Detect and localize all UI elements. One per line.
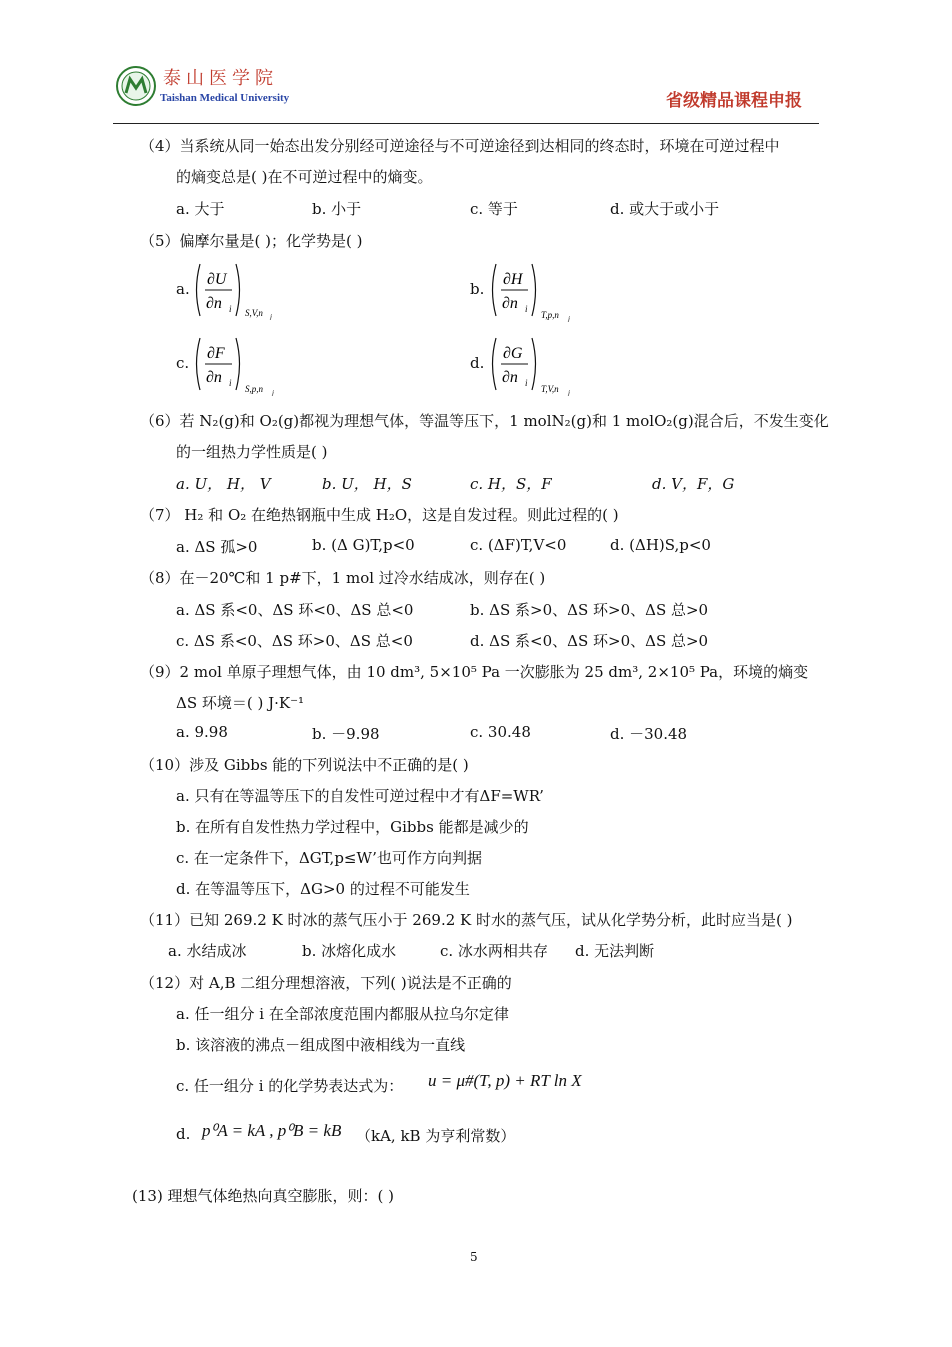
q8-option-a: a. ΔS 系<0、ΔS 环<0、ΔS 总<0 <box>176 601 414 619</box>
q12-option-c: c. 任一组分 i 的化学势表达式为： <box>176 1077 404 1095</box>
q5-sub-c: S,p,n <box>245 384 263 394</box>
q11-question: （11）已知 269.2 K 时冰的蒸气压小于 269.2 K 时水的蒸气压，试从化学势分析，此时应当是( ) <box>140 911 793 929</box>
q9-option-d: d. －30.48 <box>610 725 688 743</box>
q6-option-c: c. H，S，F <box>470 475 552 493</box>
q5-sub-a: S,V,n <box>245 308 263 318</box>
q5-sub-b: T,p,n <box>541 310 559 320</box>
q12-option-d-note: （kA, kB 为亨利常数） <box>356 1127 516 1145</box>
svg-text:j: j <box>270 313 272 320</box>
q5-num-b: ∂H <box>503 271 523 288</box>
q6-option-a: a. U， H， V <box>176 475 271 493</box>
q5-num-c: ∂F <box>207 345 225 362</box>
q6-line1: （6）若 N₂(g)和 O₂(g)都视为理想气体，等温等压下，1 molN₂(g)和 1 molO₂(g)混合后，不发生变化 <box>140 412 829 430</box>
q10-option-b: b. 在所有自发性热力学过程中，Gibbs 能都是减少的 <box>176 818 529 836</box>
q5-formula-b <box>488 260 588 322</box>
q8-option-d: d. ΔS 系<0、ΔS 环>0、ΔS 总>0 <box>470 632 709 650</box>
q5-den-a: ∂n <box>206 295 222 312</box>
q5-den-b: ∂n <box>502 295 518 312</box>
q6-option-d: d. V，F，G <box>652 475 735 493</box>
q8-question: （8）在－20℃和 1 p#下，1 mol 过冷水结成冰，则存在( ) <box>140 569 546 587</box>
q5-label-d: d. <box>470 354 485 372</box>
q5-formula-c <box>192 334 292 396</box>
q11-option-b: b. 冰熔化成水 <box>302 942 397 960</box>
q5-formula-d <box>488 334 588 396</box>
q10-option-d: d. 在等温等压下，ΔG>0 的过程不可能发生 <box>176 880 470 898</box>
q9-option-a: a. 9.98 <box>176 723 228 741</box>
svg-text:j: j <box>272 389 274 396</box>
q5-num-a: ∂U <box>207 271 227 288</box>
q5-label-c: c. <box>176 354 190 372</box>
q7-option-b: b. (Δ G)T,p<0 <box>312 536 415 554</box>
q9-option-b: b. －9.98 <box>312 725 380 743</box>
q5-num-d: ∂G <box>503 345 523 362</box>
svg-text:j: j <box>568 389 570 396</box>
q12-question: （12）对 A,B 二组分理想溶液，下列( )说法是不正确的 <box>140 974 512 992</box>
q4-option-b: b. 小于 <box>312 200 362 218</box>
q5-label-b: b. <box>470 280 485 298</box>
q5-question: （5）偏摩尔量是( )；化学势是( ) <box>140 232 363 250</box>
school-name-en: Taishan Medical University <box>160 92 290 104</box>
q13-question: (13) 理想气体绝热向真空膨胀，则：( ) <box>132 1187 395 1205</box>
q12-option-d-label: d. <box>176 1125 191 1143</box>
q4-option-c: c. 等于 <box>470 200 518 218</box>
q11-option-c: c. 冰水两相共存 <box>440 942 548 960</box>
q7-option-c: c. (ΔF)T,V<0 <box>470 536 567 554</box>
q12-option-a: a. 任一组分 i 在全部浓度范围内都服从拉乌尔定律 <box>176 1005 509 1023</box>
q5-formula-a <box>192 260 292 320</box>
q5-den-d: ∂n <box>502 369 518 386</box>
q7-option-a: a. ΔS 孤>0 <box>176 538 258 556</box>
svg-text:i: i <box>525 304 528 314</box>
q11-option-d: d. 无法判断 <box>575 942 655 960</box>
q4-line1: （4）当系统从同一始态出发分别经可逆途径与不可逆途径到达相同的终态时，环境在可逆过程中 <box>140 137 780 155</box>
q10-question: （10）涉及 Gibbs 能的下列说法中不正确的是( ) <box>140 756 469 774</box>
q6-option-b: b. U， H，S <box>322 475 412 493</box>
q6-line2: 的一组热力学性质是( ) <box>176 443 328 461</box>
q5-sub-d: T,V,n <box>541 384 559 394</box>
q10-option-c: c. 在一定条件下，ΔGT,p≤W’也可作方向判据 <box>176 849 482 867</box>
page-number: 5 <box>470 1250 478 1264</box>
svg-text:i: i <box>229 378 232 388</box>
q4-option-a: a. 大于 <box>176 200 225 218</box>
svg-text:i: i <box>229 304 232 314</box>
q5-label-a: a. <box>176 280 190 298</box>
q4-option-d: d. 或大于或小于 <box>610 200 720 218</box>
application-label: 省级精品课程申报 <box>666 91 802 111</box>
q7-question: （7） H₂ 和 O₂ 在绝热钢瓶中生成 H₂O，这是自发过程。则此过程的( ) <box>140 506 619 524</box>
school-name-cn: 泰山医学院 <box>163 68 278 89</box>
q10-option-a: a. 只有在等温等压下的自发性可逆过程中才有ΔF=WR’ <box>176 787 544 805</box>
svg-text:j: j <box>568 315 570 322</box>
q9-line1: （9）2 mol 单原子理想气体，由 10 dm³, 5×10⁵ Pa 一次膨胀为 25 dm³, 2×10⁵ Pa，环境的熵变 <box>140 663 809 681</box>
q4-line2: 的熵变总是( )在不可逆过程中的熵变。 <box>176 168 433 186</box>
q9-option-c: c. 30.48 <box>470 723 531 741</box>
q11-option-a: a. 水结成冰 <box>168 942 247 960</box>
q12-option-d-formula: p⁰A = kA , p⁰B = kB <box>202 1121 342 1140</box>
university-logo <box>116 66 156 106</box>
svg-text:i: i <box>525 378 528 388</box>
q8-option-b: b. ΔS 系>0、ΔS 环>0、ΔS 总>0 <box>470 601 709 619</box>
q8-option-c: c. ΔS 系<0、ΔS 环>0、ΔS 总<0 <box>176 632 413 650</box>
q12-option-c-formula: u = μ#(T, p) + RT ln X <box>428 1071 582 1090</box>
q5-den-c: ∂n <box>206 369 222 386</box>
header-rule <box>113 123 819 124</box>
q12-option-b: b. 该溶液的沸点－组成图中液相线为一直线 <box>176 1036 466 1054</box>
q9-line2: ΔS 环境＝( ) J·K⁻¹ <box>176 694 305 712</box>
q7-option-d: d. (ΔH)S,p<0 <box>610 536 711 554</box>
